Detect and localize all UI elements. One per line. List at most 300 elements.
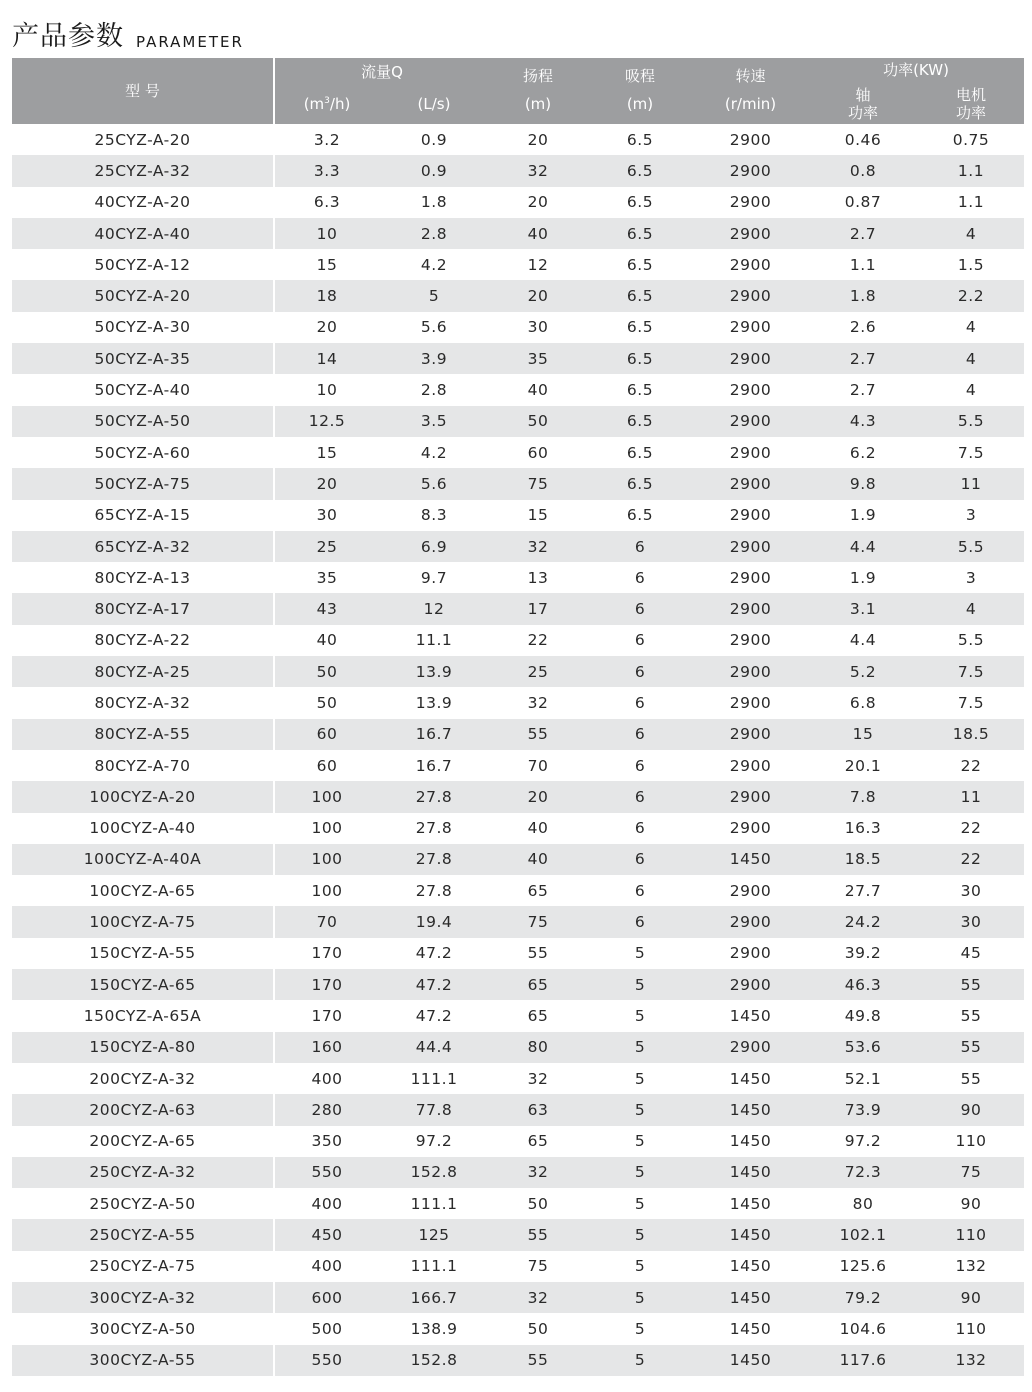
cell-speed: 2900 (729, 349, 772, 368)
cell-suction: 6 (634, 756, 646, 775)
cell-head: 75 (527, 1257, 549, 1276)
cell-model: 80CYZ-A-32 (94, 693, 191, 712)
table-row (12, 500, 1024, 531)
cell-flow-ls: 27.8 (415, 787, 453, 806)
cell-model: 150CYZ-A-80 (89, 1038, 196, 1057)
cell-suction: 5 (634, 1226, 646, 1245)
cell-flow-m3h: 15 (316, 255, 338, 274)
cell-head: 55 (527, 944, 549, 963)
cell-head: 32 (527, 693, 549, 712)
cell-flow-m3h: 43 (316, 600, 338, 619)
cell-head: 40 (527, 850, 549, 869)
cell-model: 80CYZ-A-17 (94, 600, 191, 619)
cell-model: 25CYZ-A-32 (94, 161, 191, 180)
cell-model: 150CYZ-A-55 (89, 944, 196, 963)
cell-motor-power: 5.5 (957, 412, 985, 431)
cell-shaft-power: 15 (852, 725, 874, 744)
cell-suction: 6 (634, 850, 646, 869)
cell-shaft-power: 18.5 (844, 850, 882, 869)
table-row (12, 1188, 1024, 1219)
cell-shaft-power: 117.6 (839, 1351, 887, 1370)
cell-model: 200CYZ-A-63 (89, 1100, 196, 1119)
cell-motor-power: 110 (955, 1132, 987, 1151)
cell-suction: 5 (634, 1069, 646, 1088)
cell-shaft-power: 4.4 (849, 537, 877, 556)
cell-model: 250CYZ-A-32 (89, 1163, 196, 1182)
cell-flow-ls: 138.9 (410, 1319, 458, 1338)
cell-flow-ls: 5.6 (420, 474, 448, 493)
cell-motor-power: 90 (960, 1194, 982, 1213)
table-body (12, 124, 1024, 1376)
cell-motor-power: 0.75 (952, 130, 990, 149)
table-row (12, 969, 1024, 1000)
cell-motor-power: 30 (960, 881, 982, 900)
table-row (12, 155, 1024, 186)
cell-motor-power: 110 (955, 1319, 987, 1338)
table-row (12, 249, 1024, 280)
cell-head: 17 (527, 600, 549, 619)
table-row (12, 1157, 1024, 1188)
table-row (12, 625, 1024, 656)
cell-motor-power: 22 (960, 756, 982, 775)
cell-head: 50 (527, 1194, 549, 1213)
cell-shaft-power: 1.9 (849, 568, 877, 587)
table-row (12, 406, 1024, 437)
cell-flow-m3h: 450 (311, 1226, 343, 1245)
cell-suction: 6 (634, 881, 646, 900)
cell-flow-m3h: 100 (311, 819, 343, 838)
cell-head: 20 (527, 130, 549, 149)
cell-speed: 1450 (729, 1163, 772, 1182)
cell-motor-power: 45 (960, 944, 982, 963)
cell-head: 65 (527, 1006, 549, 1025)
cell-suction: 6.5 (626, 412, 654, 431)
cell-shaft-power: 3.1 (849, 600, 877, 619)
cell-head: 30 (527, 318, 549, 337)
cell-head: 35 (527, 349, 549, 368)
cell-flow-ls: 111.1 (410, 1069, 458, 1088)
cell-flow-ls: 2.8 (420, 224, 448, 243)
cell-flow-m3h: 14 (316, 349, 338, 368)
cell-shaft-power: 0.87 (844, 193, 882, 212)
cell-flow-m3h: 30 (316, 506, 338, 525)
cell-flow-ls: 13.9 (415, 662, 453, 681)
cell-flow-ls: 27.8 (415, 881, 453, 900)
cell-flow-m3h: 100 (311, 850, 343, 869)
cell-model: 300CYZ-A-50 (89, 1319, 196, 1338)
cell-model: 50CYZ-A-30 (94, 318, 191, 337)
table-row (12, 1032, 1024, 1063)
header-power: 功率(KW) (883, 61, 949, 79)
cell-speed: 2900 (729, 130, 772, 149)
cell-flow-ls: 125 (418, 1226, 450, 1245)
cell-model: 100CYZ-A-40A (83, 850, 202, 869)
cell-speed: 2900 (729, 600, 772, 619)
cell-flow-m3h: 50 (316, 662, 338, 681)
cell-suction: 6.5 (626, 318, 654, 337)
cell-model: 80CYZ-A-55 (94, 725, 191, 744)
cell-shaft-power: 7.8 (849, 787, 877, 806)
header-motor-power-l2: 功率 (955, 104, 986, 122)
cell-flow-ls: 47.2 (415, 944, 453, 963)
cell-motor-power: 4 (965, 349, 977, 368)
cell-flow-m3h: 3.3 (313, 161, 341, 180)
cell-model: 50CYZ-A-60 (94, 443, 191, 462)
title-en: PARAMETER (136, 33, 244, 51)
cell-suction: 6.5 (626, 287, 654, 306)
cell-head: 50 (527, 1319, 549, 1338)
cell-speed: 1450 (729, 1257, 772, 1276)
cell-suction: 6 (634, 725, 646, 744)
cell-head: 60 (527, 443, 549, 462)
cell-suction: 6.5 (626, 224, 654, 243)
cell-model: 40CYZ-A-20 (94, 193, 191, 212)
cell-flow-m3h: 160 (311, 1038, 343, 1057)
cell-flow-m3h: 3.2 (313, 130, 341, 149)
cell-suction: 5 (634, 1038, 646, 1057)
cell-flow-ls: 2.8 (420, 381, 448, 400)
cell-head: 15 (527, 506, 549, 525)
cell-flow-ls: 111.1 (410, 1257, 458, 1276)
cell-flow-ls: 5 (428, 287, 440, 306)
cell-speed: 1450 (729, 1288, 772, 1307)
cell-flow-m3h: 400 (311, 1257, 343, 1276)
cell-speed: 2900 (729, 537, 772, 556)
cell-head: 65 (527, 881, 549, 900)
cell-shaft-power: 104.6 (839, 1319, 887, 1338)
cell-model: 50CYZ-A-50 (94, 412, 191, 431)
cell-flow-m3h: 20 (316, 318, 338, 337)
cell-shaft-power: 72.3 (844, 1163, 882, 1182)
table-row (12, 374, 1024, 405)
cell-shaft-power: 6.2 (849, 443, 877, 462)
cell-motor-power: 132 (955, 1257, 987, 1276)
table-row (12, 813, 1024, 844)
cell-shaft-power: 80 (852, 1194, 874, 1213)
cell-suction: 5 (634, 1100, 646, 1119)
page-title (12, 14, 244, 54)
cell-head: 32 (527, 1163, 549, 1182)
cell-speed: 2900 (729, 693, 772, 712)
cell-suction: 6 (634, 631, 646, 650)
cell-flow-ls: 47.2 (415, 1006, 453, 1025)
cell-shaft-power: 2.6 (849, 318, 877, 337)
cell-motor-power: 75 (960, 1163, 982, 1182)
cell-flow-ls: 11.1 (415, 631, 453, 650)
cell-suction: 6.5 (626, 443, 654, 462)
cell-model: 150CYZ-A-65A (83, 1006, 202, 1025)
cell-speed: 2900 (729, 506, 772, 525)
cell-flow-m3h: 6.3 (313, 193, 341, 212)
cell-speed: 2900 (729, 193, 772, 212)
cell-head: 40 (527, 224, 549, 243)
cell-flow-m3h: 25 (316, 537, 338, 556)
cell-model: 50CYZ-A-35 (94, 349, 191, 368)
cell-shaft-power: 27.7 (844, 881, 882, 900)
cell-model: 80CYZ-A-22 (94, 631, 191, 650)
cell-model: 200CYZ-A-65 (89, 1132, 196, 1151)
cell-flow-ls: 27.8 (415, 850, 453, 869)
cell-model: 50CYZ-A-40 (94, 381, 191, 400)
header-head: 扬程 (522, 67, 553, 85)
cell-suction: 5 (634, 975, 646, 994)
cell-flow-m3h: 35 (316, 568, 338, 587)
cell-motor-power: 11 (960, 474, 982, 493)
cell-speed: 1450 (729, 1006, 772, 1025)
cell-motor-power: 7.5 (957, 693, 985, 712)
cell-model: 65CYZ-A-15 (94, 506, 191, 525)
cell-model: 300CYZ-A-55 (89, 1351, 196, 1370)
table-row (12, 906, 1024, 937)
cell-speed: 1450 (729, 1100, 772, 1119)
cell-suction: 6 (634, 819, 646, 838)
header-shaft-power-l2: 功率 (847, 104, 878, 122)
cell-suction: 5 (634, 1132, 646, 1151)
cell-shaft-power: 2.7 (849, 224, 877, 243)
table-row (12, 218, 1024, 249)
cell-flow-m3h: 50 (316, 693, 338, 712)
cell-flow-m3h: 100 (311, 787, 343, 806)
cell-speed: 2900 (729, 224, 772, 243)
table-row (12, 687, 1024, 718)
cell-model: 150CYZ-A-65 (89, 975, 196, 994)
cell-shaft-power: 0.46 (844, 130, 882, 149)
cell-head: 20 (527, 787, 549, 806)
header-speed: 转速 (735, 67, 766, 85)
cell-head: 32 (527, 161, 549, 180)
cell-flow-ls: 152.8 (410, 1163, 458, 1182)
cell-flow-ls: 111.1 (410, 1194, 458, 1213)
cell-model: 65CYZ-A-32 (94, 537, 191, 556)
cell-shaft-power: 5.2 (849, 662, 877, 681)
cell-shaft-power: 1.9 (849, 506, 877, 525)
header-suction-unit: (m) (626, 95, 654, 113)
cell-flow-ls: 77.8 (415, 1100, 453, 1119)
cell-flow-m3h: 600 (311, 1288, 343, 1307)
cell-model: 50CYZ-A-20 (94, 287, 191, 306)
cell-suction: 5 (634, 1194, 646, 1213)
cell-speed: 2900 (729, 443, 772, 462)
cell-model: 250CYZ-A-75 (89, 1257, 196, 1276)
cell-suction: 6.5 (626, 255, 654, 274)
cell-suction: 6.5 (626, 349, 654, 368)
cell-speed: 2900 (729, 725, 772, 744)
cell-flow-ls: 12 (423, 600, 445, 619)
cell-head: 55 (527, 1351, 549, 1370)
header-flow: 流量Q (361, 63, 403, 81)
cell-shaft-power: 24.2 (844, 913, 882, 932)
cell-shaft-power: 1.1 (849, 255, 877, 274)
cell-flow-m3h: 10 (316, 381, 338, 400)
table-row (12, 343, 1024, 374)
cell-shaft-power: 53.6 (844, 1038, 882, 1057)
cell-flow-ls: 16.7 (415, 756, 453, 775)
cell-speed: 2900 (729, 975, 772, 994)
cell-suction: 6.5 (626, 161, 654, 180)
cell-motor-power: 4 (965, 381, 977, 400)
table-row (12, 938, 1024, 969)
cell-speed: 2900 (729, 787, 772, 806)
cell-flow-m3h: 18 (316, 287, 338, 306)
cell-speed: 2900 (729, 568, 772, 587)
cell-flow-m3h: 12.5 (308, 412, 346, 431)
cell-head: 55 (527, 1226, 549, 1245)
table-row (12, 1345, 1024, 1376)
cell-motor-power: 30 (960, 913, 982, 932)
cell-flow-ls: 3.5 (420, 412, 448, 431)
cell-speed: 1450 (729, 1351, 772, 1370)
cell-speed: 2900 (729, 318, 772, 337)
cell-motor-power: 5.5 (957, 631, 985, 650)
cell-suction: 6.5 (626, 506, 654, 525)
cell-speed: 1450 (729, 850, 772, 869)
cell-speed: 2900 (729, 412, 772, 431)
cell-head: 65 (527, 975, 549, 994)
cell-motor-power: 1.1 (957, 161, 985, 180)
cell-head: 25 (527, 662, 549, 681)
cell-flow-ls: 0.9 (420, 130, 448, 149)
cell-speed: 2900 (729, 161, 772, 180)
cell-model: 100CYZ-A-75 (89, 913, 196, 932)
cell-model: 40CYZ-A-40 (94, 224, 191, 243)
cell-flow-m3h: 500 (311, 1319, 343, 1338)
cell-speed: 1450 (729, 1226, 772, 1245)
cell-suction: 5 (634, 1319, 646, 1338)
cell-speed: 2900 (729, 255, 772, 274)
cell-flow-ls: 5.6 (420, 318, 448, 337)
cell-suction: 6.5 (626, 130, 654, 149)
header-speed-unit: (r/min) (724, 95, 777, 113)
cell-suction: 6.5 (626, 193, 654, 212)
cell-head: 75 (527, 474, 549, 493)
cell-shaft-power: 0.8 (849, 161, 877, 180)
cell-motor-power: 18.5 (952, 725, 990, 744)
cell-head: 55 (527, 725, 549, 744)
cell-head: 50 (527, 412, 549, 431)
cell-flow-ls: 1.8 (420, 193, 448, 212)
cell-flow-m3h: 170 (311, 1006, 343, 1025)
cell-speed: 1450 (729, 1069, 772, 1088)
cell-model: 25CYZ-A-20 (94, 130, 191, 149)
cell-motor-power: 90 (960, 1100, 982, 1119)
cell-motor-power: 4 (965, 600, 977, 619)
cell-head: 32 (527, 1069, 549, 1088)
header-model: 型 号 (125, 82, 160, 100)
table-row (12, 562, 1024, 593)
cell-flow-m3h: 170 (311, 975, 343, 994)
cell-flow-ls: 47.2 (415, 975, 453, 994)
cell-head: 80 (527, 1038, 549, 1057)
table-row (12, 1094, 1024, 1125)
cell-speed: 2900 (729, 1038, 772, 1057)
cell-model: 50CYZ-A-12 (94, 255, 191, 274)
cell-flow-m3h: 550 (311, 1163, 343, 1182)
cell-flow-m3h: 60 (316, 756, 338, 775)
cell-shaft-power: 2.7 (849, 381, 877, 400)
cell-shaft-power: 39.2 (844, 944, 882, 963)
table-row (12, 1000, 1024, 1031)
cell-flow-m3h: 60 (316, 725, 338, 744)
cell-head: 70 (527, 756, 549, 775)
cell-flow-ls: 97.2 (415, 1132, 453, 1151)
cell-speed: 1450 (729, 1132, 772, 1151)
cell-speed: 2900 (729, 287, 772, 306)
cell-motor-power: 3 (965, 568, 977, 587)
cell-suction: 5 (634, 1006, 646, 1025)
cell-motor-power: 110 (955, 1226, 987, 1245)
cell-head: 32 (527, 537, 549, 556)
cell-suction: 6 (634, 693, 646, 712)
cell-flow-ls: 44.4 (415, 1038, 453, 1057)
cell-flow-ls: 19.4 (415, 913, 453, 932)
cell-flow-m3h: 70 (316, 913, 338, 932)
cell-suction: 6 (634, 537, 646, 556)
table-row (12, 1251, 1024, 1282)
cell-speed: 1450 (729, 1194, 772, 1213)
table-row (12, 124, 1024, 155)
cell-speed: 2900 (729, 756, 772, 775)
cell-flow-ls: 152.8 (410, 1351, 458, 1370)
cell-shaft-power: 20.1 (844, 756, 882, 775)
cell-shaft-power: 52.1 (844, 1069, 882, 1088)
cell-model: 250CYZ-A-55 (89, 1226, 196, 1245)
cell-flow-ls: 3.9 (420, 349, 448, 368)
cell-suction: 5 (634, 1163, 646, 1182)
cell-suction: 5 (634, 1257, 646, 1276)
cell-flow-ls: 13.9 (415, 693, 453, 712)
cell-shaft-power: 2.7 (849, 349, 877, 368)
cell-head: 40 (527, 381, 549, 400)
cell-flow-ls: 6.9 (420, 537, 448, 556)
table-row (12, 1063, 1024, 1094)
cell-flow-ls: 0.9 (420, 161, 448, 180)
cell-shaft-power: 16.3 (844, 819, 882, 838)
cell-flow-m3h: 350 (311, 1132, 343, 1151)
cell-model: 300CYZ-A-32 (89, 1288, 196, 1307)
cell-motor-power: 3 (965, 506, 977, 525)
cell-model: 50CYZ-A-75 (94, 474, 191, 493)
cell-shaft-power: 73.9 (844, 1100, 882, 1119)
cell-suction: 6.5 (626, 381, 654, 400)
cell-model: 100CYZ-A-20 (89, 787, 196, 806)
cell-head: 20 (527, 287, 549, 306)
cell-suction: 6 (634, 600, 646, 619)
cell-motor-power: 7.5 (957, 662, 985, 681)
table-row (12, 1282, 1024, 1313)
cell-head: 32 (527, 1288, 549, 1307)
cell-model: 200CYZ-A-32 (89, 1069, 196, 1088)
cell-flow-m3h: 15 (316, 443, 338, 462)
table-row (12, 593, 1024, 624)
cell-speed: 2900 (729, 819, 772, 838)
cell-flow-ls: 8.3 (420, 506, 448, 525)
cell-shaft-power: 97.2 (844, 1132, 882, 1151)
cell-head: 12 (527, 255, 549, 274)
table-row (12, 531, 1024, 562)
cell-motor-power: 55 (960, 975, 982, 994)
cell-head: 22 (527, 631, 549, 650)
header-head-unit: (m) (524, 95, 552, 113)
table-row (12, 1313, 1024, 1344)
cell-head: 63 (527, 1100, 549, 1119)
cell-speed: 2900 (729, 913, 772, 932)
cell-motor-power: 2.2 (957, 287, 985, 306)
table-row (12, 312, 1024, 343)
cell-shaft-power: 9.8 (849, 474, 877, 493)
cell-motor-power: 4 (965, 224, 977, 243)
table-row (12, 750, 1024, 781)
cell-model: 250CYZ-A-50 (89, 1194, 196, 1213)
